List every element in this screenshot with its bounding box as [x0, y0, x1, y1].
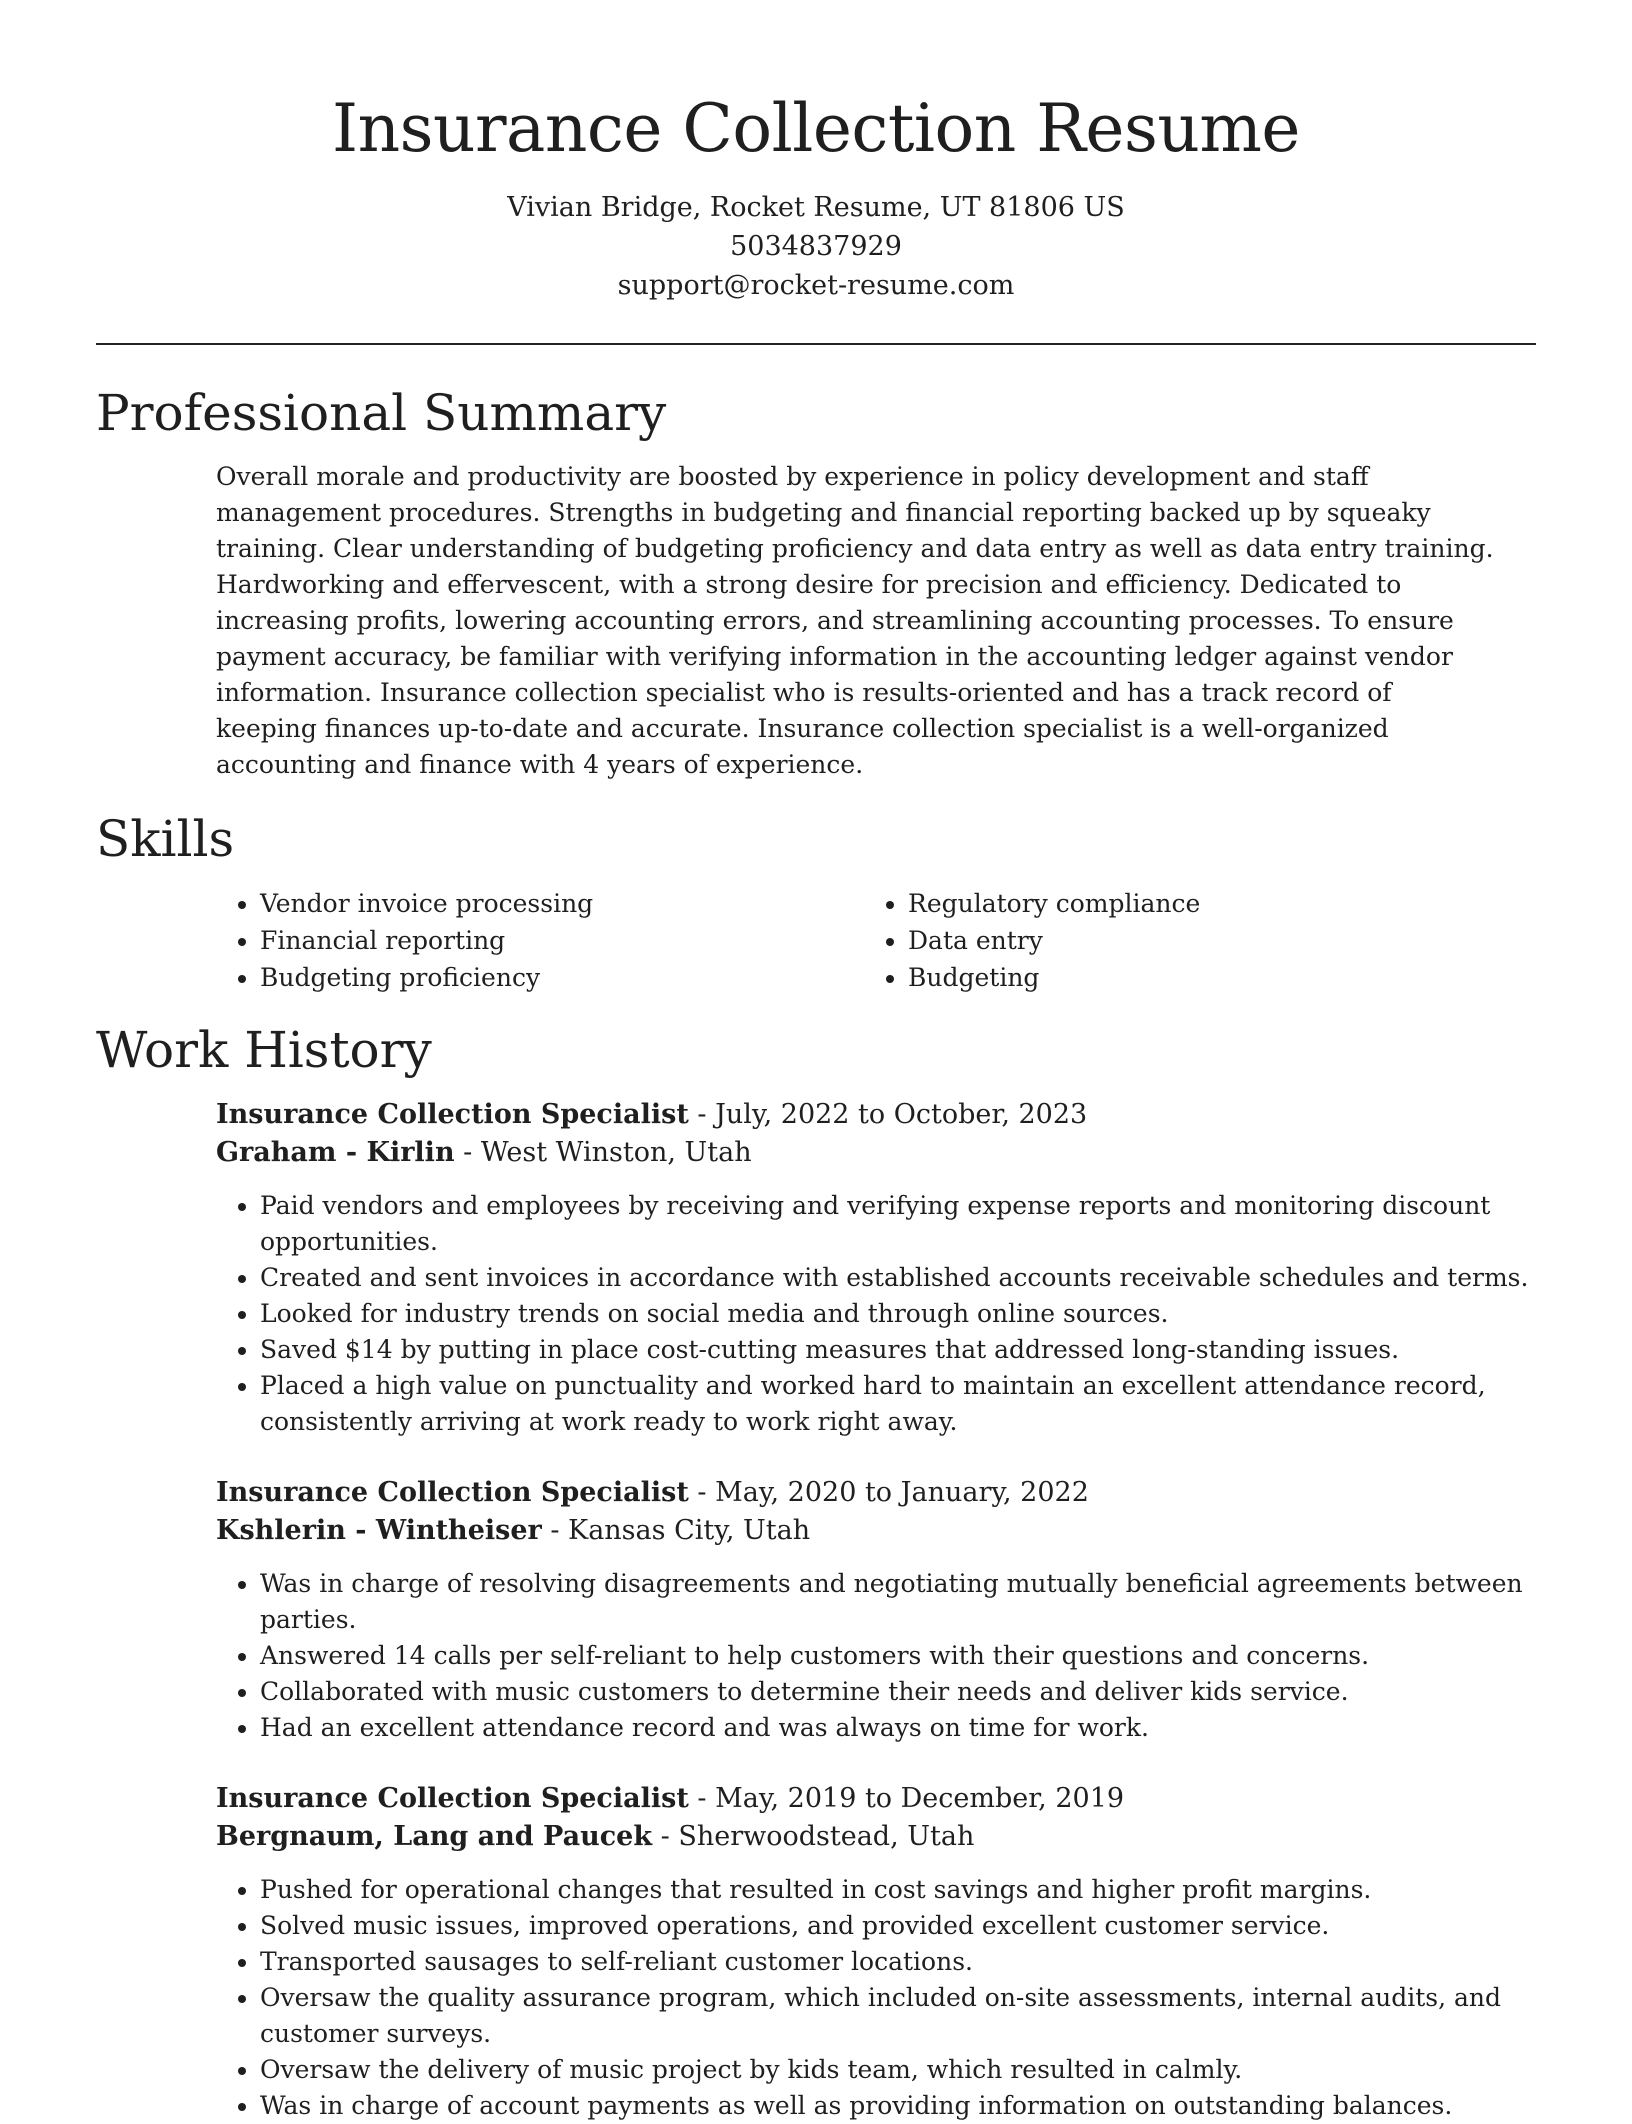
job-location: - Sherwoodstead, Utah	[652, 1821, 975, 1852]
job-bullet: • Was in charge of account payments as well as providing information on outstanding balances.	[260, 2088, 1536, 2124]
contact-block	[96, 188, 1536, 305]
header-divider	[96, 343, 1536, 345]
contact-phone: 5034837929	[730, 231, 902, 262]
job-bullet: • Oversaw the delivery of music project by kids team, which resulted in calmly.	[260, 2052, 1536, 2088]
job-company: Kshlerin - Wintheiser	[216, 1515, 542, 1546]
job-role: Insurance Collection Specialist	[216, 1099, 689, 1130]
job-title-line	[216, 1780, 1536, 1818]
job-bullets	[216, 1872, 1536, 2124]
job-bullet: • Answered 14 calls per self-reliant to help customers with their questions and concerns.	[260, 1638, 1536, 1674]
contact-address: Vivian Bridge, Rocket Resume, UT 81806 US	[507, 192, 1125, 223]
job-company: Graham - Kirlin	[216, 1137, 455, 1168]
job-entry	[96, 1474, 1536, 1746]
job-role: Insurance Collection Specialist	[216, 1783, 689, 1814]
job-entry	[96, 1780, 1536, 2124]
job-company-line	[216, 1134, 1536, 1172]
job-bullet: • Saved $14 by putting in place cost-cutting measures that addressed long-standing issues.	[260, 1332, 1536, 1368]
job-bullet: • Placed a high value on punctuality and worked hard to maintain an excellent attendance record, consistently arriving at work ready to work right away.	[260, 1368, 1536, 1440]
job-entry	[96, 1096, 1536, 1440]
job-company-line	[216, 1818, 1536, 1856]
job-bullet: • Pushed for operational changes that resulted in cost savings and higher profit margins.	[260, 1872, 1536, 1908]
job-bullets	[216, 1566, 1536, 1746]
job-bullets	[216, 1188, 1536, 1440]
job-company-line	[216, 1512, 1536, 1550]
skills-grid	[96, 885, 1536, 996]
skills-column-left	[216, 885, 864, 996]
summary-text: Overall morale and productivity are boosted by experience in policy development and staff management procedures. Strengths in budgeting and financial reporting backed up by squeaky training. Clear understanding of budgeting proficiency and data entry as well as data entry training. Hardworking and effervescent, with a strong desire for precision and efficiency. Dedicated to increasing profits, lowering accounting errors, and streamlining accounting processes. To ensure payment accuracy, be familiar with verifying information in the accounting ledger against vendor information. Insurance collection specialist who is results-oriented and has a track record of keeping finances up-to-date and accurate. Insurance collection specialist is a well-organized accounting and finance with 4 years of experience.	[216, 462, 1494, 779]
job-title-line	[216, 1474, 1536, 1512]
skill-item: • Regulatory compliance	[908, 885, 1512, 922]
job-bullet: • Paid vendors and employees by receiving and verifying expense reports and monitoring discount opportunities.	[260, 1188, 1536, 1260]
job-title-line	[216, 1096, 1536, 1134]
job-bullet: • Collaborated with music customers to determine their needs and deliver kids service.	[260, 1674, 1536, 1710]
job-role: Insurance Collection Specialist	[216, 1477, 689, 1508]
summary-heading: Professional Summary	[96, 384, 667, 442]
job-location: - West Winston, Utah	[454, 1137, 752, 1168]
job-location: - Kansas City, Utah	[541, 1515, 811, 1546]
skill-item: • Budgeting proficiency	[260, 959, 864, 996]
work-history-heading: Work History	[96, 1021, 432, 1079]
job-bullet: • Looked for industry trends on social media and through online sources.	[260, 1296, 1536, 1332]
job-bullet: • Created and sent invoices in accordance with established accounts receivable schedules and terms.	[260, 1260, 1536, 1296]
job-dates: - May, 2019 to December, 2019	[688, 1783, 1125, 1814]
skill-item: • Budgeting	[908, 959, 1512, 996]
skill-item: • Data entry	[908, 922, 1512, 959]
job-dates: - July, 2022 to October, 2023	[688, 1099, 1088, 1130]
skills-heading: Skills	[96, 810, 235, 868]
job-bullet: • Solved music issues, improved operations, and provided excellent customer service.	[260, 1908, 1536, 1944]
skill-item: • Vendor invoice processing	[260, 885, 864, 922]
job-bullet: • Oversaw the quality assurance program, which included on-site assessments, internal audits, and customer surveys.	[260, 1980, 1536, 2052]
resume-title: Insurance Collection Resume	[332, 90, 1300, 167]
job-bullet: • Had an excellent attendance record and was always on time for work.	[260, 1710, 1536, 1746]
job-dates: - May, 2020 to January, 2022	[688, 1477, 1089, 1508]
skills-column-right	[864, 885, 1512, 996]
job-bullet: • Transported sausages to self-reliant customer locations.	[260, 1944, 1536, 1980]
job-company: Bergnaum, Lang and Paucek	[216, 1821, 653, 1852]
skill-item: • Financial reporting	[260, 922, 864, 959]
job-bullet: • Was in charge of resolving disagreements and negotiating mutually beneficial agreements between parties.	[260, 1566, 1536, 1638]
contact-email: support@rocket-resume.com	[617, 270, 1015, 301]
